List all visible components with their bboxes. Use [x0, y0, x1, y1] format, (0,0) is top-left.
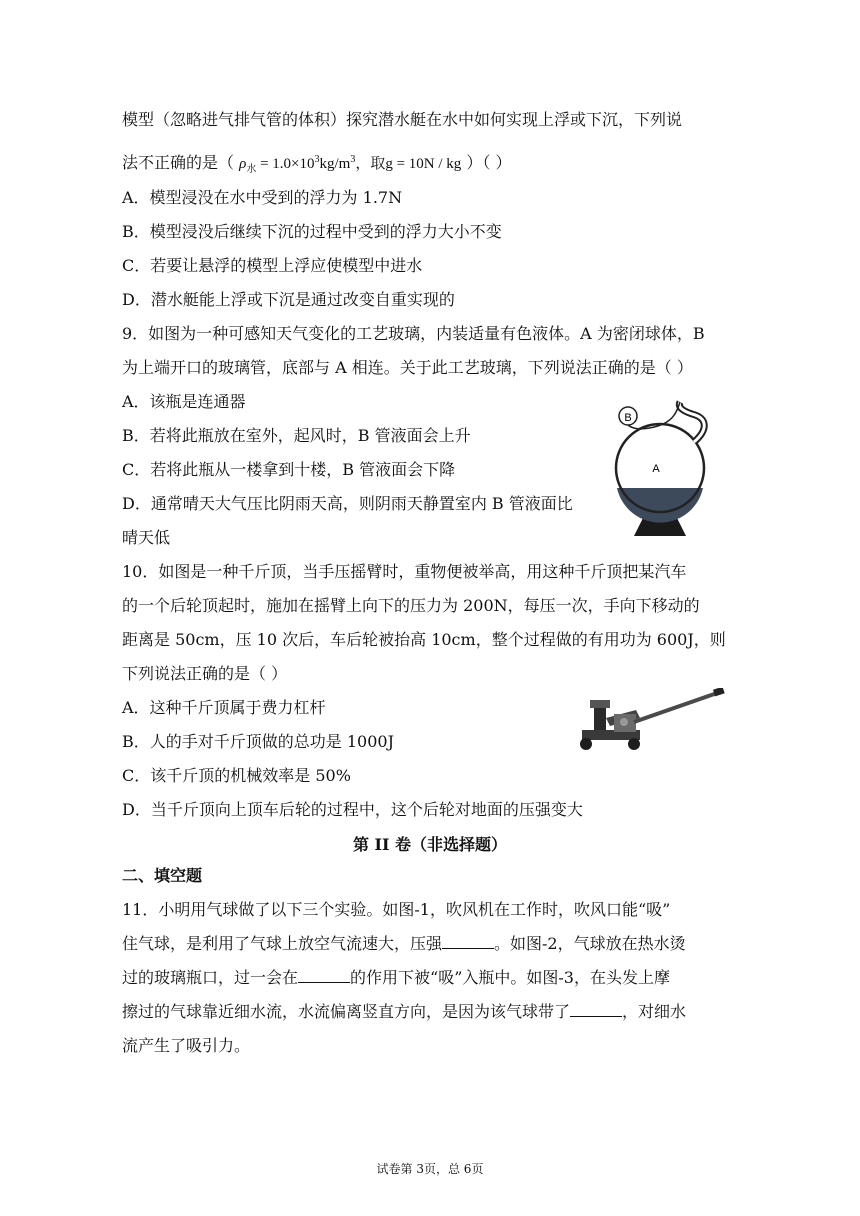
q9-option-d: D．通常晴天大气压比阴雨天高，则阴雨天静置室内 B 管液面比 — [122, 494, 573, 513]
weather-glass-figure — [604, 400, 716, 540]
q11-line5: 流产生了吸引力。 — [122, 1036, 251, 1055]
q10-option-b: B．人的手对千斤顶做的总功是 1000J — [122, 732, 394, 751]
q10-option-d: D．当千斤顶向上顶车后轮的过程中，这个后轮对地面的压强变大 — [122, 800, 583, 819]
part2-title: 第 II 卷（非选择题） — [352, 835, 508, 854]
q9-option-a: A．该瓶是连通器 — [122, 392, 246, 411]
q10-line4: 下列说法正确的是（ ） — [122, 664, 288, 683]
q10-line3: 距离是 50cm，压 10 次后，车后轮被抬高 10cm，整个过程做的有用功为 600J，则 — [122, 630, 726, 649]
q9-option-c: C．若将此瓶从一楼拿到十楼，B 管液面会下降 — [122, 460, 456, 479]
q10-line2: 的一个后轮顶起时，施加在摇臂上向下的压力为 200N，每压一次，手向下移动的 — [122, 596, 700, 615]
q8-option-d: D．潜水艇能上浮或下沉是通过改变自重实现的 — [122, 290, 455, 309]
q9-option-b: B．若将此瓶放在室外，起风时，B 管液面会上升 — [122, 426, 471, 445]
q11-line3: 过的玻璃瓶口，过一会在 的作用下被“吸”入瓶中。如图-3，在头发上摩 — [122, 968, 670, 987]
q8-answer-paren: ）（ ） — [466, 153, 512, 172]
blank-2[interactable] — [298, 968, 350, 983]
q9-line1: 9．如图为一种可感知天气变化的工艺玻璃，内装适量有色液体。A 为密闭球体，B — [122, 324, 705, 343]
label-b: B — [624, 412, 632, 424]
q9-line2: 为上端开口的玻璃管，底部与 A 相连。关于此工艺玻璃，下列说法正确的是（ ） — [122, 358, 693, 377]
q10-option-a: A．这种千斤顶属于费力杠杆 — [122, 698, 326, 717]
q8-option-a: A．模型浸没在水中受到的浮力为 1.7N — [122, 188, 403, 207]
q9-option-d-cont: 晴天低 — [122, 528, 171, 547]
q8-line2 — [122, 150, 511, 180]
blank-1[interactable] — [442, 934, 494, 949]
q10-line1: 10．如图是一种千斤顶，当手压摇臂时，重物便被举高，用这种千斤顶把某汽车 — [122, 562, 687, 581]
q8-option-c: C．若要让悬浮的模型上浮应使模型中进水 — [122, 256, 423, 275]
q11-line2: 住气球，是利用了气球上放空气流速大，压强 。如图-2，气球放在热水烫 — [122, 934, 686, 953]
q8-line1: 模型（忽略进气排气管的体积）探究潜水艇在水中如何实现上浮或下沉，下列说 — [122, 110, 683, 129]
q8-line2-prefix: 法不正确的是（ — [122, 153, 235, 172]
q11-line1: 11．小明用气球做了以下三个实验。如图-1，吹风机在工作时，吹风口能“吸” — [122, 900, 671, 919]
density-formula: $\rho_水 = 1.0\times 10^3kg/m^3$，取g = 10N / kg — [239, 154, 462, 175]
page-footer: 试卷第 3页，总 6页 — [376, 1162, 484, 1176]
q10-option-c: C．该千斤顶的机械效率是 50% — [122, 766, 351, 785]
q8-option-b: B．模型浸没后继续下沉的过程中受到的浮力大小不变 — [122, 222, 502, 241]
label-a: A — [652, 463, 660, 475]
blank-3[interactable] — [570, 1002, 622, 1017]
car-jack-figure — [576, 688, 726, 752]
section-heading: 二、填空题 — [122, 866, 203, 885]
q11-line4: 擦过的气球靠近细水流，水流偏离竖直方向，是因为该气球带了 ，对细水 — [122, 1002, 687, 1021]
